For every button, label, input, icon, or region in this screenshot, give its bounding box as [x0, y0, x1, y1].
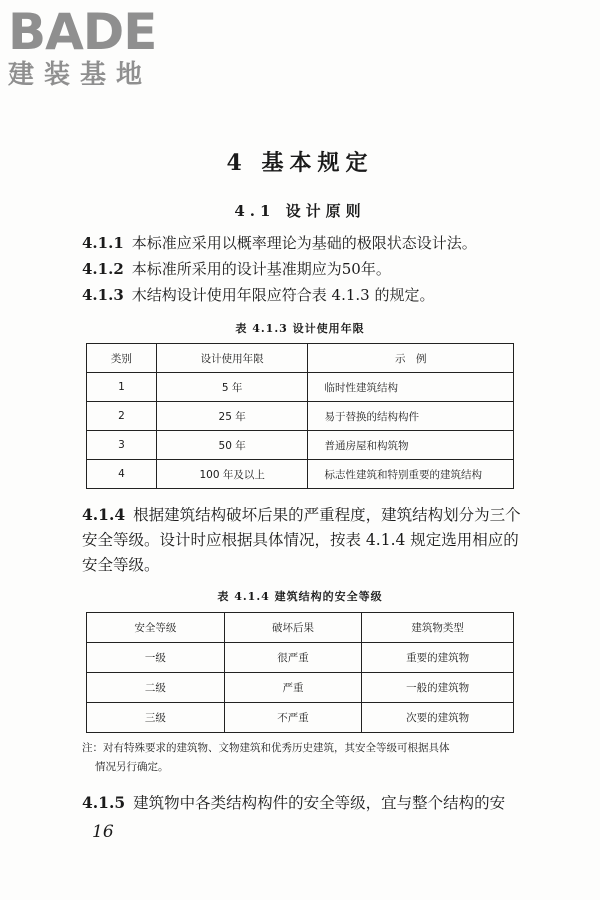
table-header-row [87, 613, 514, 643]
table-row [87, 402, 514, 431]
table-cell: 25 年 [156, 402, 308, 431]
clause-text: 木结构设计使用年限应符合表 4.1.3 的规定。 [131, 286, 435, 304]
table-4-1-4-caption: 表 4.1.4 建筑结构的安全等级 [217, 590, 383, 603]
bade-logo [8, 4, 156, 90]
chapter-title: 4 基本规定 [226, 150, 374, 176]
header-cell: 示 例 [308, 344, 514, 373]
clause-number: 4.1.4 [82, 505, 126, 524]
table-row [87, 373, 514, 402]
table-cell: 次要的建筑物 [362, 703, 514, 733]
header-cell: 建筑物类型 [362, 613, 514, 643]
table-cell: 二级 [87, 673, 225, 703]
clause-4-1-5 [82, 792, 522, 814]
header-cell: 设计使用年限 [156, 344, 308, 373]
table-header-row [87, 344, 514, 373]
table-cell: 4 [87, 460, 157, 489]
table-note [82, 739, 522, 777]
note-line: 注：对有特殊要求的建筑物、文物建筑和优秀历史建筑，其安全等级可根据具体 [82, 742, 450, 754]
table-cell: 1 [87, 373, 157, 402]
table-cell: 100 年及以上 [156, 460, 308, 489]
table-cell: 临时性建筑结构 [308, 373, 514, 402]
note-line: 情况另行确定。 [95, 761, 169, 773]
table-cell: 不严重 [224, 703, 362, 733]
table-row [87, 703, 514, 733]
clause-text: 根据建筑结构破坏后果的严重程度，建筑结构划分为三个安全等级。设计时应根据具体情况，按表 4.1.4 规定选用相应的安全等级。 [82, 506, 521, 574]
clause-4-1-4 [82, 502, 522, 578]
clause-number: 4.1.1 [82, 234, 124, 252]
table-row [87, 460, 514, 489]
logo-chinese-text: 建装基地 [8, 60, 153, 90]
table-cell: 严重 [224, 673, 362, 703]
clause-4-1-1 [82, 232, 522, 254]
logo-wordmark: BADE [8, 3, 157, 61]
table-cell: 易于替换的结构构件 [308, 402, 514, 431]
clause-number: 4.1.2 [82, 260, 124, 278]
table-cell: 一般的建筑物 [362, 673, 514, 703]
clause-number: 4.1.5 [82, 793, 126, 812]
header-cell: 类别 [87, 344, 157, 373]
table-cell: 重要的建筑物 [362, 643, 514, 673]
clause-4-1-3 [82, 284, 522, 306]
clause-4-1-2 [82, 258, 522, 280]
table-cell: 5 年 [156, 373, 308, 402]
table-cell: 三级 [87, 703, 225, 733]
clause-text: 建筑物中各类结构构件的安全等级，宜与整个结构的安 [133, 794, 506, 812]
table-row [87, 673, 514, 703]
clause-number: 4.1.3 [82, 286, 124, 304]
table-cell: 一级 [87, 643, 225, 673]
table-cell: 普通房屋和构筑物 [308, 431, 514, 460]
table-row [87, 431, 514, 460]
table-4-1-3 [86, 343, 514, 489]
table-cell: 3 [87, 431, 157, 460]
table-cell: 50 年 [156, 431, 308, 460]
header-cell: 安全等级 [87, 613, 225, 643]
table-cell: 2 [87, 402, 157, 431]
table-row [87, 643, 514, 673]
table-4-1-4 [86, 612, 514, 733]
table-cell: 很严重 [224, 643, 362, 673]
page-number: 16 [92, 822, 114, 842]
section-title: 4.1 设计原则 [234, 202, 366, 220]
clause-text: 本标准所采用的设计基准期应为50年。 [131, 260, 391, 278]
header-cell: 破坏后果 [224, 613, 362, 643]
table-4-1-3-caption: 表 4.1.3 设计使用年限 [235, 322, 365, 335]
table-cell: 标志性建筑和特别重要的建筑结构 [308, 460, 514, 489]
clause-text: 本标准应采用以概率理论为基础的极限状态设计法。 [131, 234, 477, 252]
